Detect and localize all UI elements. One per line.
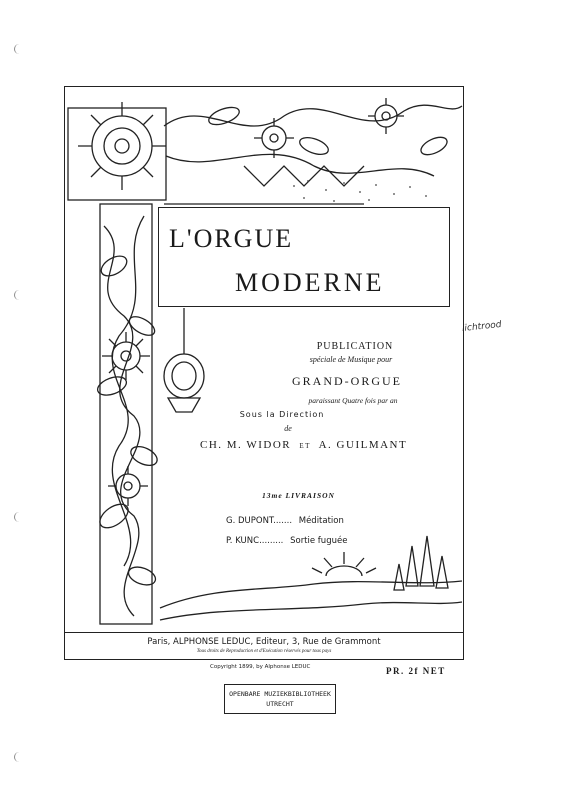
directors-et: ET — [299, 442, 311, 450]
leaf-icon — [128, 443, 160, 469]
leaf-icon — [418, 134, 449, 159]
lattice — [244, 166, 364, 186]
binder-hole — [14, 290, 23, 300]
handwritten-note: lichtrood — [461, 319, 503, 335]
publication-line-2: GRAND-ORGUE — [292, 374, 402, 388]
director-guilmant: A. GUILMANT — [318, 439, 408, 451]
passion-flower-icon — [108, 466, 148, 506]
binder-hole — [14, 752, 23, 762]
publication-line-5: de — [284, 424, 292, 433]
piece-title: Sortie fuguée — [290, 536, 348, 546]
passion-flower-icon — [254, 118, 294, 158]
large-passion-flower-icon — [78, 102, 166, 190]
contents-row-2 — [226, 536, 347, 546]
title-line-2: MODERNE — [235, 268, 385, 297]
publication-line-1: spéciale de Musique pour — [309, 355, 393, 364]
rights-line: Tous droits de Reproduction et d'Exécution réservés pour tous pays — [196, 649, 332, 654]
leaf-icon — [298, 134, 331, 157]
title-box — [158, 207, 450, 307]
livraison-number: 13me LIVRAISON — [262, 491, 335, 500]
vine-stem — [104, 226, 140, 616]
stipple-texture — [293, 180, 427, 202]
director-widor: CH. M. WIDOR — [200, 439, 292, 451]
price-label: PR. 2f NET — [386, 666, 446, 676]
leaf-icon — [96, 499, 133, 532]
directors-line — [200, 439, 407, 451]
publication-line-3: paraissant Quatre fois par an — [308, 396, 398, 405]
copyright-notice: Copyright 1899, by Alphonse LEDUC — [210, 664, 311, 670]
contents-row-1 — [226, 516, 344, 526]
stamp-line-1: OPENBARE MUZIEKBIBLIOTHEEK — [229, 690, 331, 698]
leaf-icon — [126, 564, 158, 589]
binder-hole — [14, 512, 23, 522]
composer-name: G. DUPONT....... — [226, 516, 293, 526]
library-stamp — [224, 684, 336, 714]
rising-sun-icon — [312, 552, 376, 576]
stamp-line-2: UTRECHT — [266, 700, 294, 708]
passion-flower-icon — [102, 332, 150, 380]
hills — [160, 581, 462, 608]
composer-name: P. KUNC......... — [226, 536, 284, 546]
publication-heading: PUBLICATION — [316, 341, 394, 352]
publication-line-4: Sous la Direction — [239, 410, 325, 419]
passion-flower-icon — [368, 98, 404, 134]
footer-rule-top — [64, 632, 464, 633]
publisher-line: Paris, ALPHONSE LEDUC, Editeur, 3, Rue de Grammont — [147, 637, 381, 647]
censer-urn-icon — [164, 308, 204, 412]
piece-title: Méditation — [298, 516, 344, 526]
binder-hole — [14, 44, 23, 54]
title-line-1: L'ORGUE — [169, 224, 294, 253]
top-vine — [164, 105, 462, 126]
